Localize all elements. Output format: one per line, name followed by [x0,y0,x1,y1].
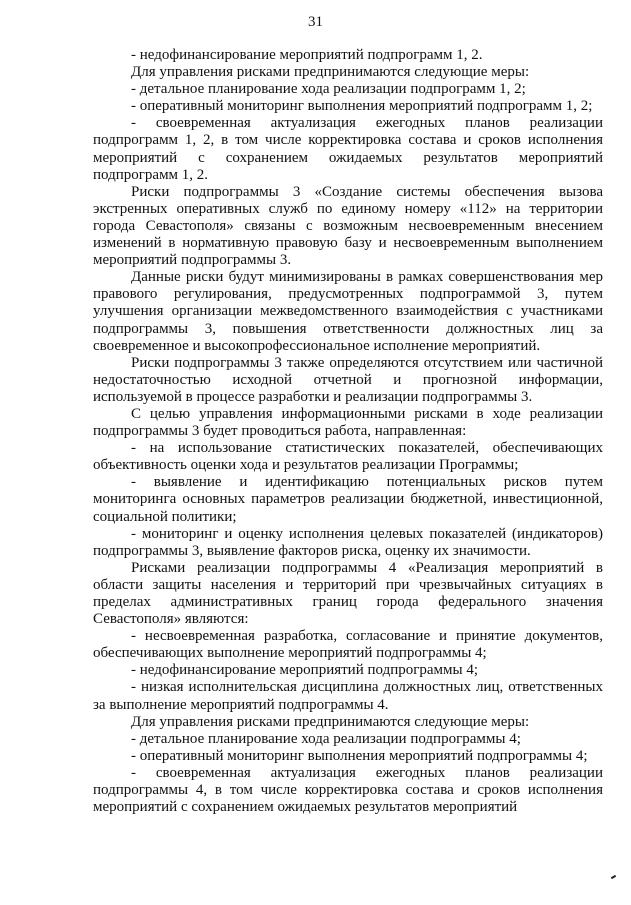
paragraph: - на использование статистических показателей, обеспечивающих объективность оценки хода и результатов реализации Программы; [93,440,603,474]
paragraph: Риски подпрограммы 3 также определяются отсутствием или частичной недостаточностью исходной отчетной и прогнозной информации, используемой в процессе разработки и реализации подпрограммы 3. [93,354,603,405]
paragraph: - детальное планирование хода реализации подпрограммы 4; [131,730,521,747]
page-number: 31 [308,14,323,30]
paragraph: - оперативный мониторинг выполнения мероприятий подпрограммы 4; [131,747,588,764]
paragraph: Для управления рисками предпринимаются следующие меры: [131,64,530,81]
paragraph: - своевременная актуализация ежегодных планов реализации подпрограмм 1, 2, в том числе корректировка состава и сроков исполнения мероприятий с сохранением ожидаемых результатов мероприятий подпрограмм 1, 2. [93,115,603,183]
paragraph: - низкая исполнительская дисциплина должностных лиц, ответственных за выполнение мероприятий подпрограммы 4. [93,679,603,713]
body-text [93,47,603,816]
paragraph: - своевременная актуализация ежегодных планов реализации подпрограммы 4, в том числе корректировка состава и сроков исполнения мероприятий с сохранением ожидаемых результатов мероприятий [93,764,603,816]
scan-mark [611,875,616,879]
paragraph: - выявление и идентификацию потенциальных рисков путем мониторинга основных параметров реализации бюджетной, инвестиционной, социальной политики; [93,474,603,525]
paragraph: Рисками реализации подпрограммы 4 «Реализация мероприятий в области защиты населения и территорий при чрезвычайных ситуациях в пределах административных границ города федерального значения Севастополя» являются: [93,559,603,628]
paragraph: Для управления рисками предпринимаются следующие меры: [131,713,530,730]
paragraph: - недофинансирование мероприятий подпрограммы 4; [131,662,479,679]
paragraph: - детальное планирование хода реализации подпрограмм 1, 2; [131,81,526,98]
paragraph: Риски подпрограммы 3 «Создание системы обеспечения вызова экстренных оперативных служб по единому номеру «112» на территории города Севастополя» связаны с возможным несвоевременным внесением изменений в нормативную правовую базу и несвоевременным выполнением мероприятий подпрограммы 3. [93,183,603,269]
paragraph: - оперативный мониторинг выполнения мероприятий подпрограмм 1, 2; [131,98,593,115]
paragraph: С целью управления информационными рисками в ходе реализации подпрограммы 3 будет проводиться работа, направленная: [93,405,603,440]
paragraph: - несвоевременная разработка, согласование и принятие документов, обеспечивающих выполнение мероприятий подпрограммы 4; [93,628,603,662]
paragraph: - мониторинг и оценку исполнения целевых показателей (индикаторов) подпрограммы 3, выявление факторов риска, оценку их значимости. [93,525,603,559]
paragraph: Данные риски будут минимизированы в рамках совершенствования мер правового регулирования, предусмотренных подпрограммой 3, путем улучшения организации межведомственного взаимодействия с участниками подпрограммы 3, повышения ответственности должностных лиц за своевременное и высокопрофессиональное исполнение мероприятий. [93,269,603,354]
paragraph: - недофинансирование мероприятий подпрограмм 1, 2. [131,47,483,63]
